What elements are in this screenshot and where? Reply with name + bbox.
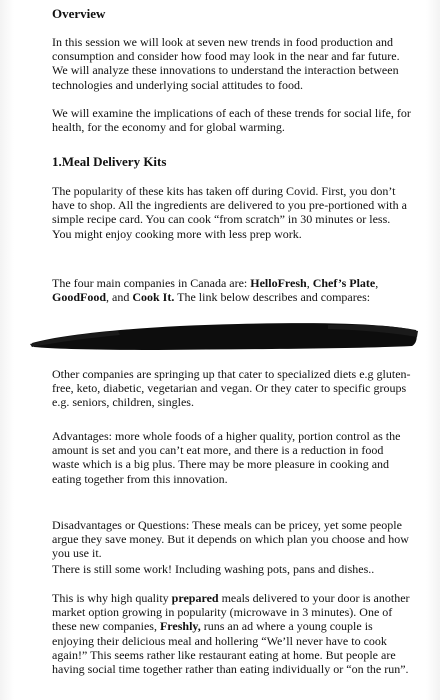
redaction-mark — [28, 313, 420, 353]
separator-text: , — [306, 276, 313, 290]
prepared-bold-text: prepared — [171, 591, 219, 605]
overview-heading: Overview — [52, 6, 106, 21]
advantages-paragraph: Advantages: more whole foods of a higher quality, portion control as the amount is set and you can’t eat more, and there is a reduction in food waste which is a big plus. There may be more pleasure in cooking and eating together from this innovation. — [52, 429, 401, 486]
company-freshly: Freshly, — [159, 619, 201, 634]
company-cook-it: Cook It. — [132, 290, 175, 305]
redaction-scribble — [28, 313, 420, 353]
popularity-paragraph: The popularity of these kits has taken off during Covid. First, you don’t have to shop. All the ingredients are delivered to you pre-portioned with a simple recipe card. You can cook “from scratch” in 30 minutes or less. You might enjoy cooking more with less prep work. — [52, 184, 407, 241]
prepared-text: meals delivered to your door is another market option growing in popularity (microwave in 3 minutes). One of these new companies, — [52, 591, 410, 634]
prepared-meals-paragraph — [52, 591, 412, 676]
companies-paragraph — [52, 276, 412, 304]
overview-paragraph: In this session we will look at seven new trends in food production and consumption and consider how food may look in the near and far future. We will analyze these innovations to understand the interaction between technologies and underlying social attitudes to food. — [52, 35, 400, 92]
prepared-text: This is why high quality — [52, 591, 172, 605]
company-goodfood: GoodFood — [52, 290, 107, 305]
separator-text: , — [375, 276, 379, 290]
overview-implications-paragraph: We will examine the implications of each of these trends for social life, for health, for the economy and for global warming. — [52, 106, 411, 135]
company-hellofresh: HelloFresh — [250, 276, 307, 290]
still-work-paragraph: There is still some work! Including washing pots, pans and dishes.. — [52, 562, 375, 576]
companies-outro-text: The link below describes and compares: — [174, 290, 371, 305]
meal-delivery-kits-heading: 1.Meal Delivery Kits — [52, 154, 167, 169]
prepared-text: runs an ad where a young couple is enjoying their delicious meal and hollering “We’ll never have to cook again!” This seems rather like restaurant eating at home. But people are having social time together rather than eating individually or “on the run”. — [52, 619, 409, 677]
separator-text: , and — [106, 290, 133, 305]
companies-intro-text: The four main companies in Canada are: — [52, 276, 251, 290]
company-chefs-plate: Chef’s Plate — [312, 276, 376, 290]
other-companies-paragraph: Other companies are springing up that cater to specialized diets e.g gluten-free, keto, diabetic, vegetarian and vegan. Or they cater to specific groups e.g. seniors, children, singles. — [52, 367, 411, 410]
disadvantages-paragraph: Disadvantages or Questions: These meals can be pricey, yet some people argue they save money. But it depends on which plan you choose and how you use it. — [52, 518, 409, 561]
